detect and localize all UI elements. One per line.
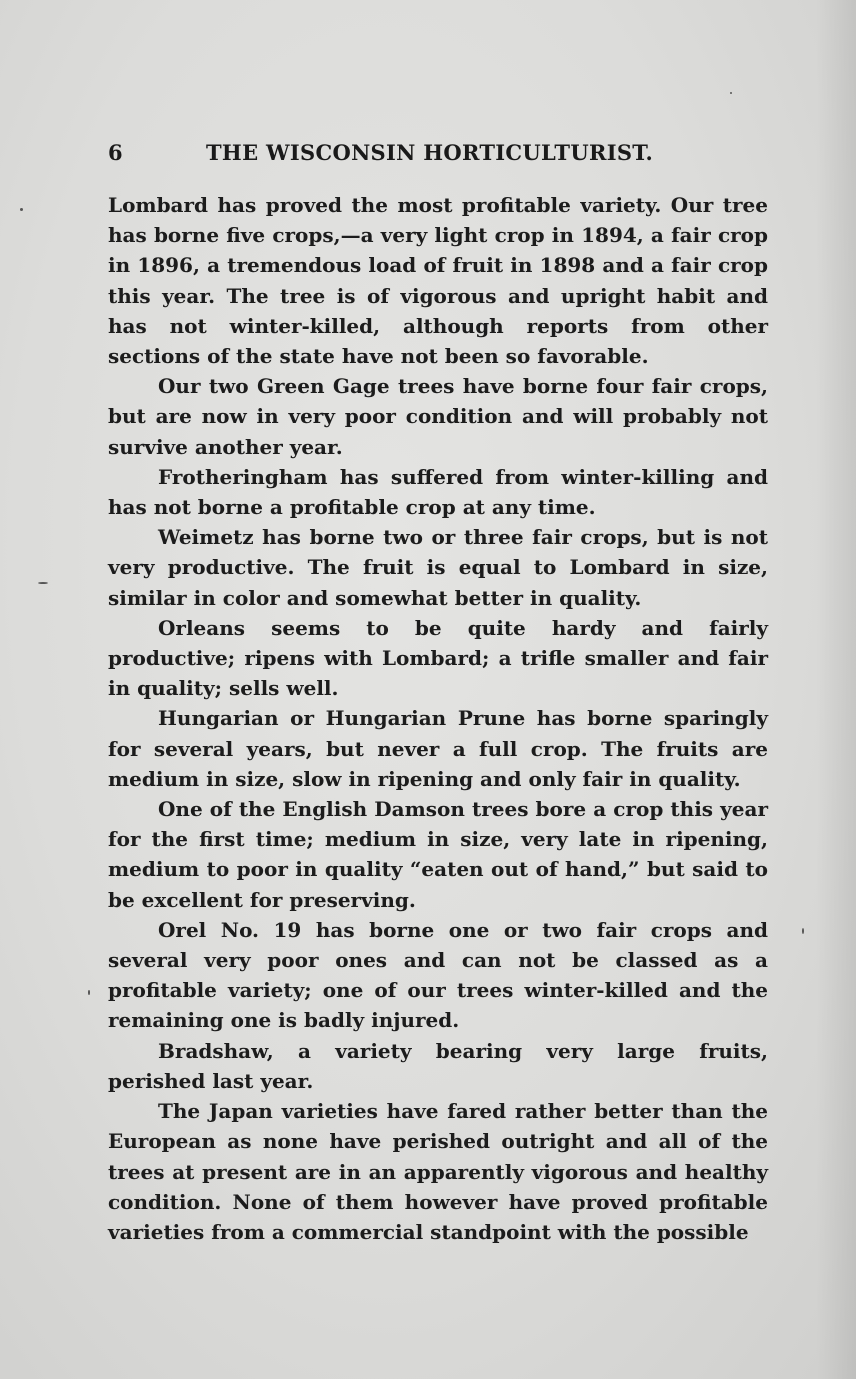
paragraph-weimetz: Weimetz has borne two or three fair crops, but is not very productive. The fruit is equal to Lombard in size, similar in color and somewhat better in quality.: [108, 525, 768, 610]
print-speck: [802, 928, 804, 934]
page-number: 6: [108, 140, 123, 165]
paragraph-orleans: Orleans seems to be quite hardy and fairly productive; ripens with Lombard; a trifle smaller and fair in quality; sells well.: [108, 615, 768, 701]
paragraph-green-gage: Our two Green Gage trees have borne four fair crops, but are now in very poor condition and will probably not survive another year.: [108, 374, 768, 459]
paragraph-lombard: Lombard has proved the most profitable variety. Our tree has borne five crops,—a very light crop in 1894, a fair crop in 1896, a tremendous load of fruit in 1898 and a fair crop this year. The tree is of vigorous and upright habit and has not winter-killed, although reports from other sections of the state have not been so favorable.: [108, 193, 768, 369]
print-speck: [38, 582, 48, 584]
paragraph-hungarian: Hungarian or Hungarian Prune has borne sparingly for several years, but never a full crop. The fruits are medium in size, slow in ripening and only fair in quality.: [108, 706, 768, 791]
running-head: [108, 140, 668, 172]
page-edge-shadow: [816, 0, 856, 1379]
journal-title: THE WISCONSIN HORTICULTURIST.: [206, 140, 654, 165]
paragraph-japan: The Japan varieties have fared rather better than the European as none have perished outright and all of the trees at present are in an apparently vigorous and healthy condition. None of them however have proved profitable varieties from a commercial standpoint with the possible: [108, 1099, 768, 1244]
print-speck: [20, 208, 23, 211]
paragraph-orel: Orel No. 19 has borne one or two fair crops and several very poor ones and can not be classed as a profitable variety; one of our trees winter-killed and the remaining one is badly injured.: [108, 917, 768, 1033]
body-text: [108, 190, 768, 1247]
paragraph-frotheringham: Frotheringham has suffered from winter-killing and has not borne a profitable crop at any time.: [108, 464, 768, 520]
print-speck: [88, 990, 90, 995]
paragraph-english-damson: One of the English Damson trees bore a crop this year for the first time; medium in size, very late in ripening, medium to poor in quality “eaten out of hand,” but said to be excellent for preserving.: [108, 797, 768, 912]
paragraph-bradshaw: Bradshaw, a variety bearing very large fruits, perished last year.: [108, 1038, 768, 1093]
print-speck: [730, 92, 732, 94]
